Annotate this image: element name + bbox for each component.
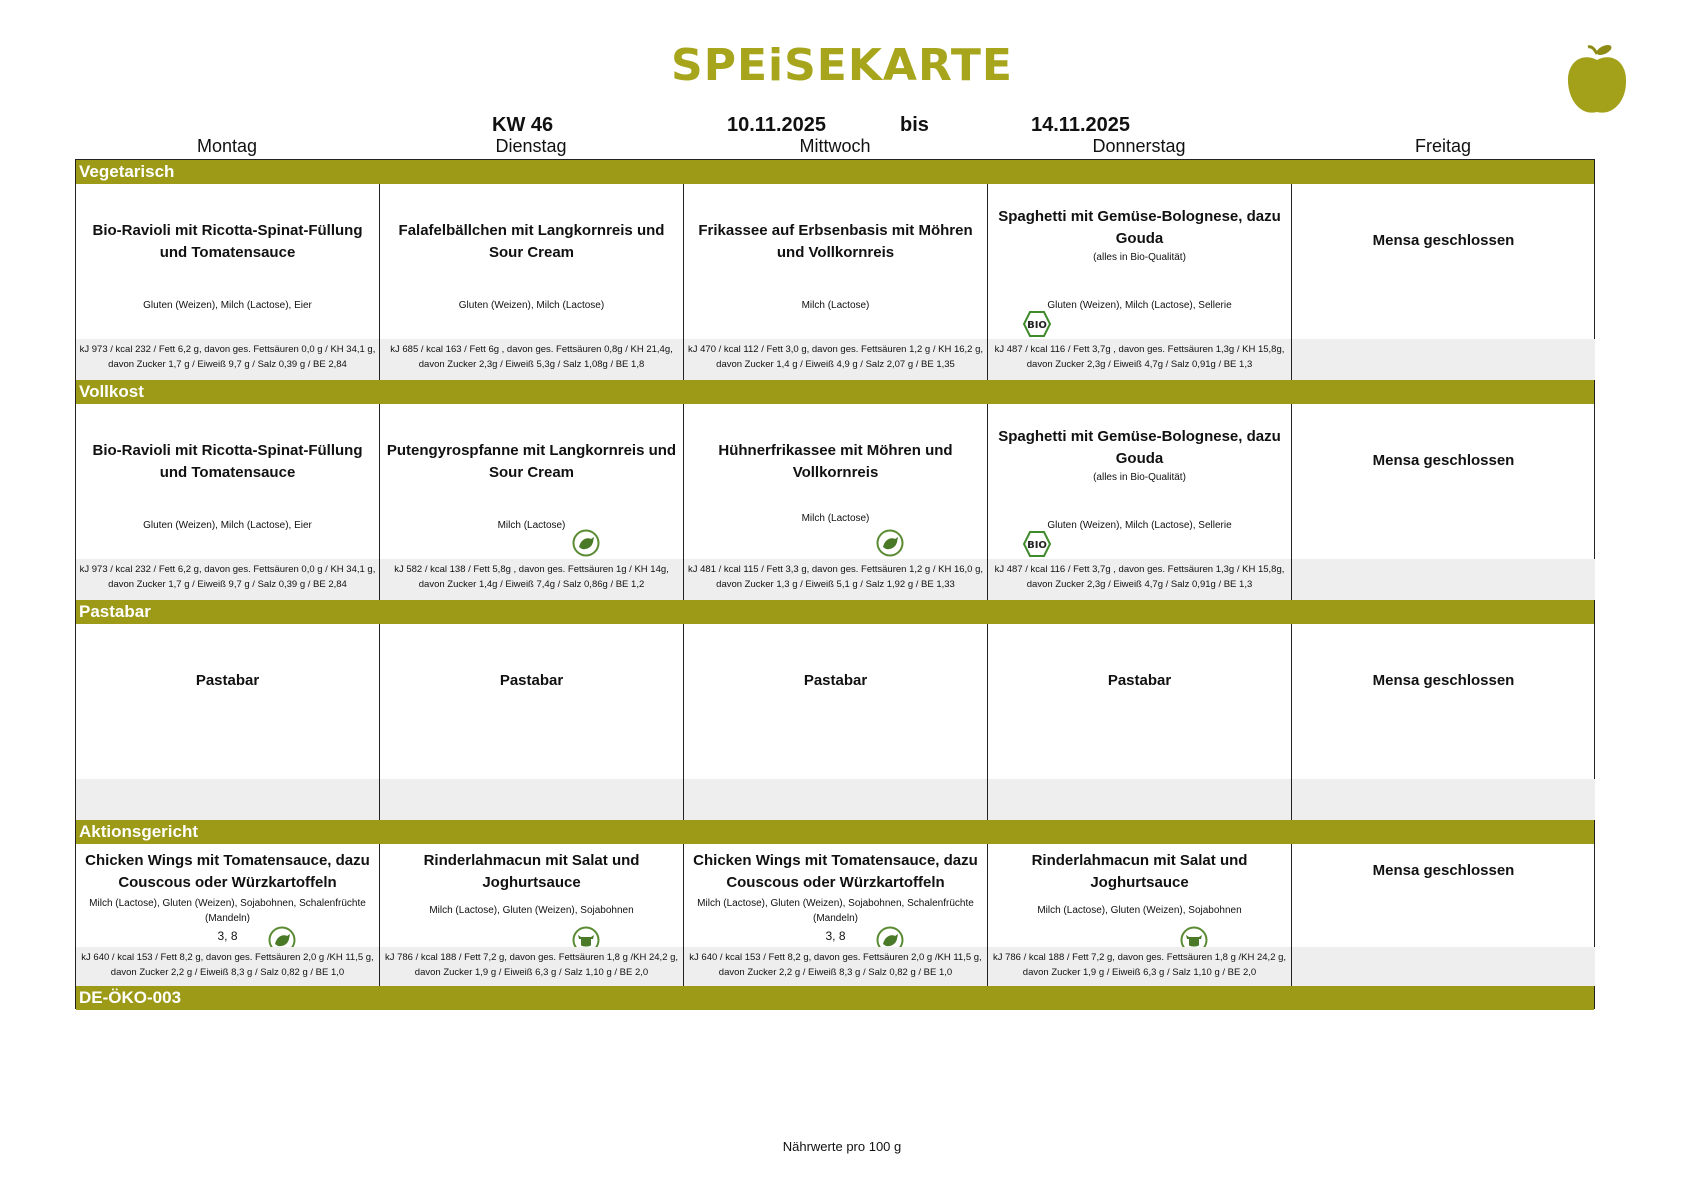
nutrition-info: kJ 582 / kcal 138 / Fett 5,8g , davon ges. Fettsäuren 1g / KH 14g, davon Zucker 1,4g / Eiweiß 7,4g / Salz 0,86g / BE 1,2 bbox=[380, 559, 683, 600]
nutrition-info bbox=[988, 779, 1291, 820]
menu-cell bbox=[684, 624, 988, 820]
allergens: Milch (Lactose) bbox=[801, 513, 870, 524]
menu-cell bbox=[988, 404, 1292, 600]
nutrition-info: kJ 481 / kcal 115 / Fett 3,3 g, davon ges. Fettsäuren 1,2 g / KH 16,0 g, davon Zucker 1,3 g / Eiweiß 5,1 g / Salz 1,92 g / BE 1,33 bbox=[684, 559, 987, 600]
nutrition-info: kJ 470 / kcal 112 / Fett 3,0 g, davon ges. Fettsäuren 1,2 g / KH 16,2 g, davon Zucker 1,4 g / Eiweiß 4,9 g / Salz 2,07 g / BE 1,35 bbox=[684, 339, 987, 380]
menu-cell bbox=[684, 404, 988, 600]
menu-cell bbox=[988, 184, 1292, 380]
poultry-icon bbox=[572, 529, 600, 557]
menu-cell bbox=[76, 624, 380, 820]
dish-name: Hühnerfrikassee mit Möhren und Vollkornreis bbox=[718, 442, 953, 481]
section-pastabar: Pastabar bbox=[76, 600, 1594, 624]
dish-name: Mensa geschlossen bbox=[1372, 452, 1515, 469]
nutrition-info bbox=[1292, 947, 1595, 986]
allergens: Milch (Lactose), Gluten (Weizen), Sojabohnen bbox=[1037, 905, 1242, 916]
bio-note: (alles in Bio-Qualität) bbox=[1093, 252, 1186, 263]
day-monday: Montag bbox=[196, 136, 258, 156]
nutrition-info: kJ 487 / kcal 116 / Fett 3,7g , davon ges. Fettsäuren 1,3g / KH 15,8g, davon Zucker 2,3g / Eiweiß 4,7g / Salz 0,91g / BE 1,3 bbox=[988, 559, 1291, 600]
allergens: Milch (Lactose) bbox=[801, 300, 870, 311]
section-vegetarisch: Vegetarisch bbox=[76, 160, 1594, 184]
menu-cell bbox=[684, 184, 988, 380]
nutrition-info: kJ 640 / kcal 153 / Fett 8,2 g, davon ges. Fettsäuren 2,0 g /KH 11,5 g, davon Zucker 2,2 g / Eiweiß 8,3 g / Salz 0,82 g / BE 1,0 bbox=[76, 947, 379, 986]
section-aktionsgericht: Aktionsgericht bbox=[76, 820, 1594, 844]
dish-name: Spaghetti mit Gemüse-Bolognese, dazu Gouda bbox=[998, 428, 1281, 467]
menu-cell bbox=[380, 844, 684, 986]
dish-name: Pastabar bbox=[803, 672, 868, 689]
week-number: KW 46 bbox=[492, 114, 554, 136]
dish-name: Bio-Ravioli mit Ricotta-Spinat-Füllung und Tomatensauce bbox=[92, 442, 363, 481]
dish-name: Chicken Wings mit Tomatensauce, dazu Couscous oder Würzkartoffeln bbox=[693, 852, 978, 891]
dish-name: Spaghetti mit Gemüse-Bolognese, dazu Gouda bbox=[998, 208, 1281, 247]
dish-name: Falafelbällchen mit Langkornreis und Sour Cream bbox=[398, 222, 665, 261]
nutrition-info bbox=[1292, 559, 1595, 600]
menu-cell bbox=[1292, 184, 1595, 380]
section-vollkost: Vollkost bbox=[76, 380, 1594, 404]
dish-name: Putengyrospfanne mit Langkornreis und Sour Cream bbox=[386, 442, 677, 481]
dish-name: Rinderlahmacun mit Salat und Joghurtsauce bbox=[423, 852, 640, 891]
dish-name: Mensa geschlossen bbox=[1372, 862, 1515, 879]
date-from: 10.11.2025 bbox=[727, 114, 826, 136]
menu-cell bbox=[684, 844, 988, 986]
day-tuesday: Dienstag bbox=[495, 136, 567, 156]
nutrition-info: kJ 640 / kcal 153 / Fett 8,2 g, davon ges. Fettsäuren 2,0 g /KH 11,5 g, davon Zucker 2,2 g / Eiweiß 8,3 g / Salz 0,82 g / BE 1,0 bbox=[684, 947, 987, 986]
allergens: Gluten (Weizen), Milch (Lactose), Sellerie bbox=[1047, 300, 1232, 311]
menu-cell bbox=[988, 624, 1292, 820]
bio-note: (alles in Bio-Qualität) bbox=[1093, 472, 1186, 483]
menu-cell bbox=[76, 844, 380, 986]
day-thursday: Donnerstag bbox=[1092, 136, 1186, 156]
allergens: Milch (Lactose), Gluten (Weizen), Sojabohnen bbox=[429, 905, 634, 916]
menu-cell bbox=[76, 184, 380, 380]
dish-name: Bio-Ravioli mit Ricotta-Spinat-Füllung und Tomatensauce bbox=[92, 222, 363, 261]
dish-name: Rinderlahmacun mit Salat und Joghurtsauce bbox=[1031, 852, 1248, 891]
certification-code: DE-ÖKO-003 bbox=[76, 986, 1594, 1010]
weekday-header bbox=[75, 136, 1595, 160]
day-wednesday: Mittwoch bbox=[799, 136, 871, 156]
nutrition-info bbox=[1292, 779, 1595, 820]
date-to: 14.11.2025 bbox=[1031, 114, 1130, 136]
allergens: Milch (Lactose), Gluten (Weizen), Sojabohnen, Schalenfrüchte (Mandeln) bbox=[89, 898, 366, 924]
menu-cell bbox=[380, 624, 684, 820]
menu-cell bbox=[380, 184, 684, 380]
dish-name: Frikassee auf Erbsenbasis mit Möhren und Vollkornreis bbox=[698, 222, 973, 261]
allergens: Gluten (Weizen), Milch (Lactose), Eier bbox=[143, 300, 312, 311]
nutrition-info: kJ 786 / kcal 188 / Fett 7,2 g, davon ges. Fettsäuren 1,8 g /KH 24,2 g, davon Zucker 1,9 g / Eiweiß 6,3 g / Salz 1,10 g / BE 2,0 bbox=[380, 947, 683, 986]
bio-label: BIO bbox=[1027, 320, 1047, 331]
nutrition-info: kJ 487 / kcal 116 / Fett 3,7g , davon ges. Fettsäuren 1,3g / KH 15,8g, davon Zucker 2,3g / Eiweiß 4,7g / Salz 0,91g / BE 1,3 bbox=[988, 339, 1291, 380]
menu-cell bbox=[988, 844, 1292, 986]
date-separator: bis bbox=[900, 114, 929, 136]
nutrition-info bbox=[380, 779, 683, 820]
nutrition-info: kJ 685 / kcal 163 / Fett 6g , davon ges. Fettsäuren 0,8g / KH 21,4g, davon Zucker 2,3g / Eiweiß 5,3g / Salz 1,08g / BE 1,8 bbox=[380, 339, 683, 380]
bio-icon bbox=[1023, 530, 1051, 558]
dish-name: Pastabar bbox=[195, 672, 260, 689]
additives: 3, 8 bbox=[825, 929, 846, 943]
allergens: Milch (Lactose) bbox=[497, 520, 566, 531]
dish-name: Mensa geschlossen bbox=[1372, 232, 1515, 249]
menu-cell bbox=[1292, 844, 1595, 986]
dish-name: Mensa geschlossen bbox=[1372, 672, 1515, 689]
day-friday: Freitag bbox=[1414, 136, 1472, 156]
menu-cell bbox=[380, 404, 684, 600]
bio-icon bbox=[1023, 310, 1051, 338]
dish-name: Pastabar bbox=[499, 672, 564, 689]
nutrition-info: kJ 973 / kcal 232 / Fett 6,2 g, davon ges. Fettsäuren 0,0 g / KH 34,1 g, davon Zucker 1,7 g / Eiweiß 9,7 g / Salz 0,39 g / BE 2,84 bbox=[76, 339, 379, 380]
menu-table bbox=[75, 159, 1595, 1009]
nutrition-info bbox=[684, 779, 987, 820]
nutrition-info: kJ 973 / kcal 232 / Fett 6,2 g, davon ges. Fettsäuren 0,0 g / KH 34,1 g, davon Zucker 1,7 g / Eiweiß 9,7 g / Salz 0,39 g / BE 2,84 bbox=[76, 559, 379, 600]
footer-note: Nährwerte pro 100 g bbox=[782, 1139, 902, 1154]
allergens: Milch (Lactose), Gluten (Weizen), Sojabohnen, Schalenfrüchte (Mandeln) bbox=[697, 898, 974, 924]
dish-name: Chicken Wings mit Tomatensauce, dazu Couscous oder Würzkartoffeln bbox=[85, 852, 370, 891]
bio-label: BIO bbox=[1027, 540, 1047, 551]
menu-cell bbox=[1292, 404, 1595, 600]
apple-logo-icon bbox=[1564, 44, 1630, 120]
menu-cell bbox=[76, 404, 380, 600]
allergens: Gluten (Weizen), Milch (Lactose) bbox=[458, 300, 605, 311]
dish-name: Pastabar bbox=[1107, 672, 1172, 689]
nutrition-info bbox=[76, 779, 379, 820]
allergens: Gluten (Weizen), Milch (Lactose), Sellerie bbox=[1047, 520, 1232, 531]
nutrition-info: kJ 786 / kcal 188 / Fett 7,2 g, davon ges. Fettsäuren 1,8 g /KH 24,2 g, davon Zucker 1,9 g / Eiweiß 6,3 g / Salz 1,10 g / BE 2,0 bbox=[988, 947, 1291, 986]
additives: 3, 8 bbox=[217, 929, 238, 943]
poultry-icon bbox=[876, 529, 904, 557]
allergens: Gluten (Weizen), Milch (Lactose), Eier bbox=[143, 520, 312, 531]
page-title: SPEiSEKARTE bbox=[671, 40, 1013, 91]
menu-cell bbox=[1292, 624, 1595, 820]
nutrition-info bbox=[1292, 339, 1595, 380]
